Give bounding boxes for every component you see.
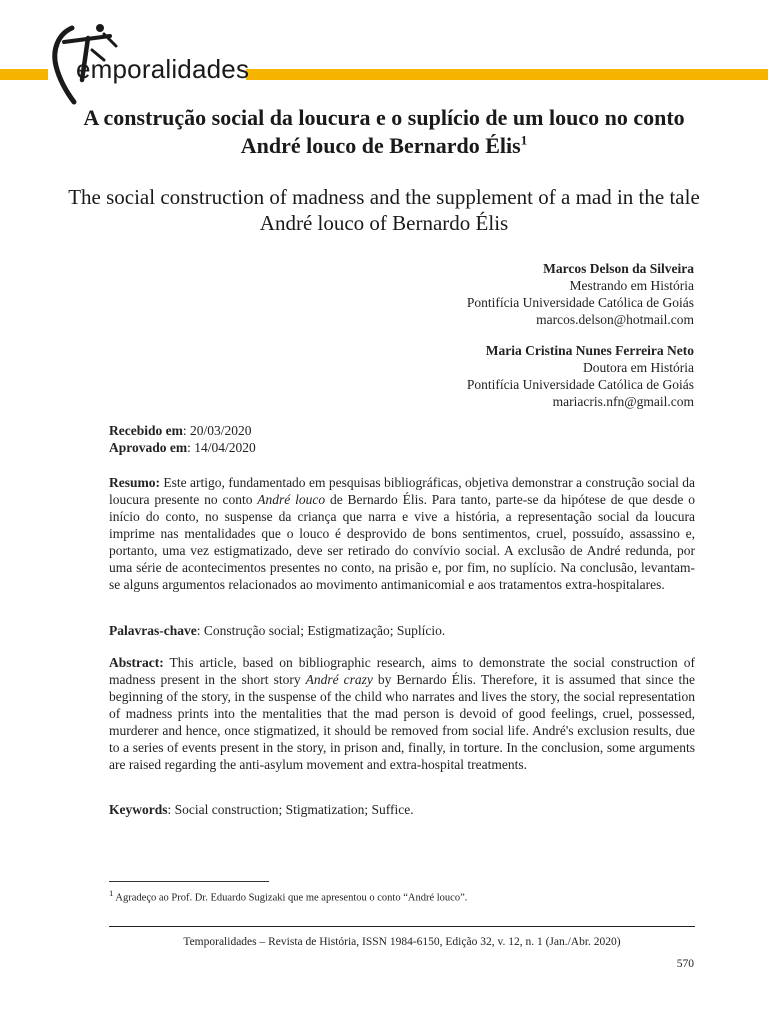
approved-date [109, 439, 256, 456]
page-number: 570 [676, 958, 694, 970]
resumo-text: Este artigo, fundamentado em pesquisas bibliográficas, objetiva demonstrar a construção social da loucura presente no conto [109, 475, 695, 507]
footer-divider [109, 926, 695, 927]
author-role: Doutora em História [583, 360, 694, 375]
palavras-chave-label: Palavras-chave [109, 623, 197, 638]
abstract-italic: André crazy [305, 672, 373, 687]
author-name: Maria Cristina Nunes Ferreira Neto [485, 343, 694, 358]
resumo-text: de Bernardo Élis. Para tanto, parte-se da hipótese de que desde o início do conto, no suspense da criança que narra e vive a história, a representação social da loucura imprime nas mentalidades que o louco é desprovido de bons sentimentos, cruel, possuído, assassino e, portanto, uma vez estigmatizado, deve ser retirado do convívio social. A exclusão de André redunda, por uma série de acontecimentos presentes no conto, na prisão e, por fim, no suplício. Na conclusão, levantam-se alguns argumentos relacionados ao movimento antimanicomial e aos tratamentos extra-hospitalares. [109, 492, 695, 592]
author-block [294, 260, 694, 328]
received-value: : 20/03/2020 [182, 423, 252, 438]
author-name: Marcos Delson da Silveira [543, 261, 694, 276]
resumo-paragraph [109, 474, 695, 593]
approved-value: : 14/04/2020 [187, 440, 256, 455]
footnote-text: Agradeço ao Prof. Dr. Eduardo Sugizaki que me apresentou o conto “André louco”. [113, 892, 468, 904]
submission-dates [109, 422, 256, 456]
author-role: Mestrando em História [569, 278, 694, 293]
keywords-label: Keywords [109, 802, 168, 817]
resumo-label: Resumo: [109, 475, 160, 490]
author-block [294, 342, 694, 410]
received-label: Recebido em [109, 423, 183, 438]
journal-logo-text: emporalidades [76, 54, 250, 84]
received-date [109, 422, 256, 439]
title-footnote-mark[interactable]: 1 [520, 132, 528, 148]
journal-header [0, 0, 768, 110]
keywords-paragraph [109, 801, 695, 818]
article-title-pt [60, 104, 708, 160]
footnote-divider [109, 881, 269, 882]
palavras-chave-text: : Construção social; Estigmatização; Suplício. [196, 623, 446, 638]
article-title-en: The social construction of madness and the supplement of a mad in the tale André louco of Bernardo Élis [68, 185, 700, 235]
palavras-chave-paragraph [109, 622, 695, 639]
accent-bar-left [0, 69, 48, 80]
resumo-italic: André louco [257, 492, 326, 507]
abstract-label: Abstract: [109, 655, 164, 670]
footnote-mark: 1 [109, 888, 114, 898]
author-institution: Pontifícia Universidade Católica de Goiás [466, 377, 694, 392]
author-email[interactable]: mariacris.nfn@gmail.com [552, 394, 694, 409]
approved-label: Aprovado em [109, 440, 188, 455]
author-email[interactable]: marcos.delson@hotmail.com [536, 312, 694, 327]
journal-footer: Temporalidades – Revista de História, ISSN 1984-6150, Edição 32, v. 12, n. 1 (Jan./Abr. 2020) [183, 936, 621, 948]
author-institution: Pontifícia Universidade Católica de Goiás [466, 295, 694, 310]
abstract-text: This article, based on bibliographic research, aims to demonstrate the social construction of madness present in the short story [109, 655, 695, 687]
accent-bar-right [246, 69, 768, 80]
keywords-text: : Social construction; Stigmatization; Suffice. [167, 802, 414, 817]
abstract-text: by Bernardo Élis. Therefore, it is assumed that since the beginning of the story, in the suspense of the child who narrates and lives the story, the social representation of madness prints into the mentalities that the mad person is devoid of good feelings, cruel, possessed, murderer and hence, once stigmatized, it should be removed from social life. André's exclusion results, due to a series of events present in the story, in prison and, finally, in torture. In the conclusion, some arguments are raised regarding the anti-asylum movement and extra-hospital treatments. [109, 672, 696, 772]
title-pt-text: A construção social da loucura e o suplício de um louco no conto André louco de Bernardo Élis [83, 105, 685, 158]
abstract-paragraph [109, 654, 695, 773]
footnote [109, 887, 467, 905]
